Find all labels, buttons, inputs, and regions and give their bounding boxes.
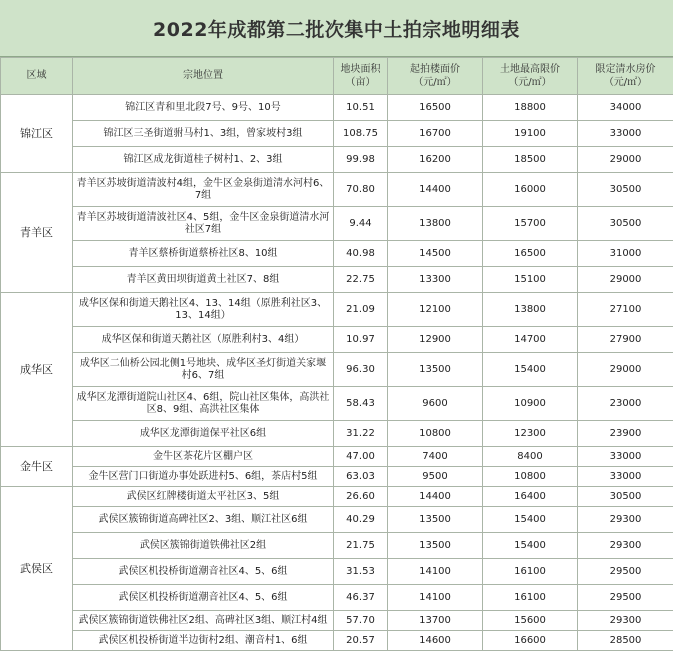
location-cell: 青羊区苏坡街道清波村4组，金牛区金泉街道清水河村6、7组 (73, 173, 334, 207)
table-row (1, 207, 673, 241)
limit-price-cell: 33000 (578, 121, 673, 147)
area-cell: 21.75 (334, 533, 388, 559)
district-cell: 青羊区 (1, 173, 73, 293)
max-price-cell: 16400 (483, 487, 578, 507)
max-price-cell: 10900 (483, 387, 578, 421)
start-price-cell: 14400 (388, 173, 483, 207)
area-cell: 40.98 (334, 241, 388, 267)
district-cell: 武侯区 (1, 487, 73, 651)
header-start-price: 起拍楼面价 （元/㎡） (388, 58, 483, 95)
limit-price-cell: 29000 (578, 353, 673, 387)
header-row (1, 58, 673, 95)
table-row (1, 585, 673, 611)
location-cell: 武侯区机投桥街道潮音社区4、5、6组 (73, 559, 334, 585)
area-cell: 70.80 (334, 173, 388, 207)
limit-price-cell: 27900 (578, 327, 673, 353)
max-price-cell: 16000 (483, 173, 578, 207)
limit-price-cell: 23000 (578, 387, 673, 421)
start-price-cell: 13500 (388, 533, 483, 559)
location-cell: 武侯区簇锦街道铁佛社区2组 (73, 533, 334, 559)
max-price-cell: 15100 (483, 267, 578, 293)
start-price-cell: 9500 (388, 467, 483, 487)
location-cell: 金牛区营门口街道办事处跃进村5、6组，茶店村5组 (73, 467, 334, 487)
limit-price-cell: 29000 (578, 147, 673, 173)
max-price-cell: 13800 (483, 293, 578, 327)
max-price-cell: 18500 (483, 147, 578, 173)
limit-price-cell: 29300 (578, 507, 673, 533)
location-cell: 青羊区苏坡街道清波社区4、5组，金牛区金泉街道清水河社区7组 (73, 207, 334, 241)
start-price-cell: 13300 (388, 267, 483, 293)
start-price-cell: 12100 (388, 293, 483, 327)
limit-price-cell: 29500 (578, 559, 673, 585)
table-row (1, 267, 673, 293)
area-cell: 21.09 (334, 293, 388, 327)
header-max-price: 土地最高限价 （元/㎡） (483, 58, 578, 95)
table-row (1, 95, 673, 121)
location-cell: 锦江区三圣街道驸马村1、3组，曾家坡村3组 (73, 121, 334, 147)
location-cell: 成华区龙潭街道保平社区6组 (73, 421, 334, 447)
max-price-cell: 15400 (483, 353, 578, 387)
start-price-cell: 14600 (388, 631, 483, 651)
header-limit-price: 限定清水房价 （元/㎡） (578, 58, 673, 95)
location-cell: 武侯区机投桥街道潮音社区4、5、6组 (73, 585, 334, 611)
area-cell: 26.60 (334, 487, 388, 507)
area-cell: 58.43 (334, 387, 388, 421)
table-row (1, 611, 673, 631)
max-price-cell: 15400 (483, 533, 578, 559)
table-row (1, 293, 673, 327)
max-price-cell: 14700 (483, 327, 578, 353)
area-cell: 20.57 (334, 631, 388, 651)
table-row (1, 241, 673, 267)
start-price-cell: 10800 (388, 421, 483, 447)
area-cell: 46.37 (334, 585, 388, 611)
limit-price-cell: 29500 (578, 585, 673, 611)
area-cell: 22.75 (334, 267, 388, 293)
area-cell: 99.98 (334, 147, 388, 173)
limit-price-cell: 29000 (578, 267, 673, 293)
land-parcel-table (0, 57, 673, 651)
max-price-cell: 15700 (483, 207, 578, 241)
limit-price-cell: 31000 (578, 241, 673, 267)
limit-price-cell: 28500 (578, 631, 673, 651)
location-cell: 成华区保和街道天鹅社区（原胜利村3、4组） (73, 327, 334, 353)
table-title: 2022年成都第二批次集中土拍宗地明细表 (0, 0, 673, 57)
limit-price-cell: 23900 (578, 421, 673, 447)
header-district: 区域 (1, 58, 73, 95)
area-cell: 9.44 (334, 207, 388, 241)
max-price-cell: 16600 (483, 631, 578, 651)
max-price-cell: 15400 (483, 507, 578, 533)
area-cell: 96.30 (334, 353, 388, 387)
max-price-cell: 19100 (483, 121, 578, 147)
location-cell: 成华区二仙桥公园北侧1号地块、成华区圣灯街道关家堰村6、7组 (73, 353, 334, 387)
location-cell: 武侯区簇锦街道铁佛社区2组、高碑社区3组、顺江村4组 (73, 611, 334, 631)
limit-price-cell: 29300 (578, 611, 673, 631)
start-price-cell: 14400 (388, 487, 483, 507)
table-row (1, 421, 673, 447)
table-row (1, 533, 673, 559)
max-price-cell: 10800 (483, 467, 578, 487)
area-cell: 57.70 (334, 611, 388, 631)
table-row (1, 387, 673, 421)
table-row (1, 147, 673, 173)
table-row (1, 507, 673, 533)
location-cell: 青羊区蔡桥街道蔡桥社区8、10组 (73, 241, 334, 267)
start-price-cell: 16500 (388, 95, 483, 121)
location-cell: 成华区龙潭街道院山社区4、6组，院山社区集体，高洪社区8、9组、高洪社区集体 (73, 387, 334, 421)
start-price-cell: 12900 (388, 327, 483, 353)
table-row (1, 559, 673, 585)
table-row (1, 487, 673, 507)
max-price-cell: 12300 (483, 421, 578, 447)
location-cell: 武侯区红牌楼街道太平社区3、5组 (73, 487, 334, 507)
limit-price-cell: 29300 (578, 533, 673, 559)
table-row (1, 467, 673, 487)
limit-price-cell: 30500 (578, 487, 673, 507)
max-price-cell: 16500 (483, 241, 578, 267)
start-price-cell: 14500 (388, 241, 483, 267)
start-price-cell: 14100 (388, 559, 483, 585)
location-cell: 武侯区机投桥街道半边街村2组、潮音村1、6组 (73, 631, 334, 651)
limit-price-cell: 33000 (578, 467, 673, 487)
area-cell: 31.22 (334, 421, 388, 447)
limit-price-cell: 33000 (578, 447, 673, 467)
area-cell: 108.75 (334, 121, 388, 147)
max-price-cell: 18800 (483, 95, 578, 121)
district-cell: 锦江区 (1, 95, 73, 173)
start-price-cell: 13700 (388, 611, 483, 631)
area-cell: 10.51 (334, 95, 388, 121)
location-cell: 青羊区黄田坝街道黄土社区7、8组 (73, 267, 334, 293)
start-price-cell: 13500 (388, 353, 483, 387)
start-price-cell: 16700 (388, 121, 483, 147)
location-cell: 金牛区茶花片区棚户区 (73, 447, 334, 467)
start-price-cell: 13500 (388, 507, 483, 533)
area-cell: 10.97 (334, 327, 388, 353)
table-row (1, 447, 673, 467)
start-price-cell: 9600 (388, 387, 483, 421)
start-price-cell: 7400 (388, 447, 483, 467)
district-cell: 成华区 (1, 293, 73, 447)
start-price-cell: 16200 (388, 147, 483, 173)
max-price-cell: 8400 (483, 447, 578, 467)
max-price-cell: 16100 (483, 585, 578, 611)
location-cell: 武侯区簇锦街道高碑社区2、3组、顺江社区6组 (73, 507, 334, 533)
district-cell: 金牛区 (1, 447, 73, 487)
header-area: 地块面积 （亩） (334, 58, 388, 95)
area-cell: 31.53 (334, 559, 388, 585)
limit-price-cell: 30500 (578, 173, 673, 207)
table-row (1, 631, 673, 651)
table-row (1, 353, 673, 387)
max-price-cell: 16100 (483, 559, 578, 585)
table-row (1, 173, 673, 207)
area-cell: 47.00 (334, 447, 388, 467)
limit-price-cell: 30500 (578, 207, 673, 241)
area-cell: 40.29 (334, 507, 388, 533)
limit-price-cell: 27100 (578, 293, 673, 327)
start-price-cell: 13800 (388, 207, 483, 241)
header-location: 宗地位置 (73, 58, 334, 95)
area-cell: 63.03 (334, 467, 388, 487)
table-row (1, 327, 673, 353)
table-row (1, 121, 673, 147)
location-cell: 成华区保和街道天鹅社区4、13、14组（原胜利社区3、13、14组） (73, 293, 334, 327)
limit-price-cell: 34000 (578, 95, 673, 121)
location-cell: 锦江区成龙街道桂子树村1、2、3组 (73, 147, 334, 173)
location-cell: 锦江区青和里北段7号、9号、10号 (73, 95, 334, 121)
max-price-cell: 15600 (483, 611, 578, 631)
start-price-cell: 14100 (388, 585, 483, 611)
